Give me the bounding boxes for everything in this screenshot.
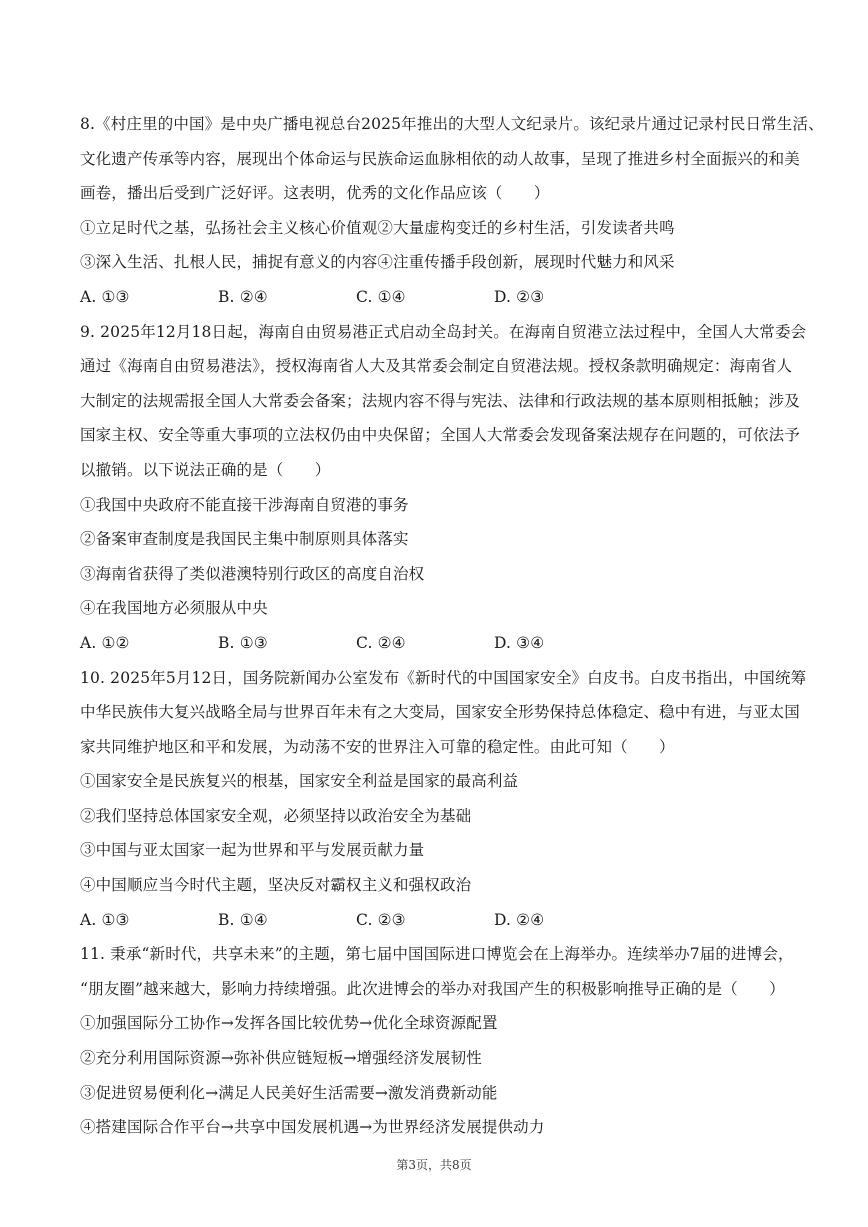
question-9 [80, 315, 810, 661]
question-stem-line: 11. 秉承“新时代，共享未来”的主题，第七届中国国际进口博览会在上海举办。连续举办7届的进博会， [80, 945, 794, 964]
statement-item: ①国家安全是民族复兴的根基，国家安全利益是国家的最高利益 [80, 772, 519, 791]
question-stem-line: 中华民族伟大复兴战略全局与世界百年未有之大变局，国家安全形势保持总体稳定、稳中有进，与亚太国 [80, 703, 800, 722]
answer-option-D[interactable]: D. ③④ [494, 633, 545, 652]
statement-item: ③促进贸易便利化→满足人民美好生活需要→激发消费新动能 [80, 1083, 498, 1102]
question-stem-line: 国家主权、安全等重大事项的立法权仍由中央保留；全国人大常委会发现备案法规存在问题的，可依法予 [80, 426, 800, 445]
statement-item: ③中国与亚太国家一起为世界和平与发展贡献力量 [80, 841, 425, 860]
statement-item: ④中国顺应当今时代主题，坚决反对霸权主义和强权政治 [80, 876, 472, 895]
answer-option-C[interactable]: C. ②③ [356, 910, 406, 929]
statement-item: ①立足时代之基，弘扬社会主义核心价值观②大量虚构变迁的乡村生活，引发读者共鸣 [80, 218, 675, 237]
statement-item: ①我国中央政府不能直接干涉海南自贸港的事务 [80, 495, 409, 514]
question-stem-line: 家共同维护地区和平和发展，为动荡不安的世界注入可靠的稳定性。由此可知（ ） [80, 737, 675, 756]
question-stem-line: 文化遗产传承等内容，展现出个体命运与民族命运血脉相依的动人故事，呈现了推进乡村全面振兴的和美 [80, 149, 800, 168]
question-10 [80, 661, 810, 938]
answer-options [80, 626, 810, 661]
answer-option-A[interactable]: A. ①② [80, 633, 130, 652]
answer-option-A[interactable]: A. ①③ [80, 287, 130, 306]
answer-options [80, 280, 810, 315]
answer-option-A[interactable]: A. ①③ [80, 910, 130, 929]
statement-item: ③深入生活、扎根人民，捕捉有意义的内容④注重传播手段创新，展现时代魅力和风采 [80, 253, 675, 272]
question-stem-line: 以撤销。以下说法正确的是（ ） [80, 460, 331, 479]
question-stem-line: 大制定的法规需报全国人大常委会备案；法规内容不得与宪法、法律和行政法规的基本原则相抵触；涉及 [80, 391, 800, 410]
answer-option-D[interactable]: D. ②③ [494, 287, 545, 306]
question-stem-line: 9. 2025年12月18日起，海南自由贸易港正式启动全岛封关。在海南自贸港立法过程中，全国人大常委会 [80, 322, 807, 341]
statement-item: ③海南省获得了类似港澳特别行政区的高度自治权 [80, 564, 425, 583]
answer-option-B[interactable]: B. ①③ [218, 633, 268, 652]
statement-item: ②充分利用国际资源→弥补供应链短板→增强经济发展韧性 [80, 1049, 482, 1068]
question-8 [80, 107, 824, 315]
answer-option-B[interactable]: B. ①④ [218, 910, 268, 929]
statement-item: ④在我国地方必须服从中央 [80, 599, 268, 618]
question-stem-line: 10. 2025年5月12日，国务院新闻办公室发布《新时代的中国国家安全》白皮书。白皮书指出，中国统筹 [80, 668, 807, 687]
question-stem-line: 通过《海南自由贸易港法》，授权海南省人大及其常委会制定自贸港法规。授权条款明确规定：海南省人 [80, 357, 793, 376]
statement-item: ④搭建国际合作平台→共享中国发展机遇→为世界经济发展提供动力 [80, 1118, 545, 1137]
answer-option-C[interactable]: C. ①④ [356, 287, 406, 306]
page-footer: 第3页，共8页 [396, 1158, 472, 1172]
answer-option-C[interactable]: C. ②④ [356, 633, 406, 652]
answer-options [80, 903, 810, 938]
questions-section [80, 107, 824, 1145]
statement-item: ②我们坚持总体国家安全观，必须坚持以政治安全为基础 [80, 806, 472, 825]
question-stem-line: “朋友圈”越来越大，影响力持续增强。此次进博会的举办对我国产生的积极影响推导正确的是（ ） [80, 979, 785, 998]
statement-item: ①加强国际分工协作→发挥各国比较优势→优化全球资源配置 [80, 1014, 498, 1033]
statement-item: ②备案审查制度是我国民主集中制原则具体落实 [80, 530, 409, 549]
question-stem-line: 画卷，播出后受到广泛好评。这表明，优秀的文化作品应该（ ） [80, 184, 550, 203]
question-11 [80, 937, 810, 1145]
answer-option-D[interactable]: D. ②④ [494, 910, 545, 929]
answer-option-B[interactable]: B. ②④ [218, 287, 268, 306]
question-stem-line: 8.《村庄里的中国》是中央广播电视总台2025年推出的大型人文纪录片。该纪录片通过记录村民日常生活、 [80, 115, 824, 133]
